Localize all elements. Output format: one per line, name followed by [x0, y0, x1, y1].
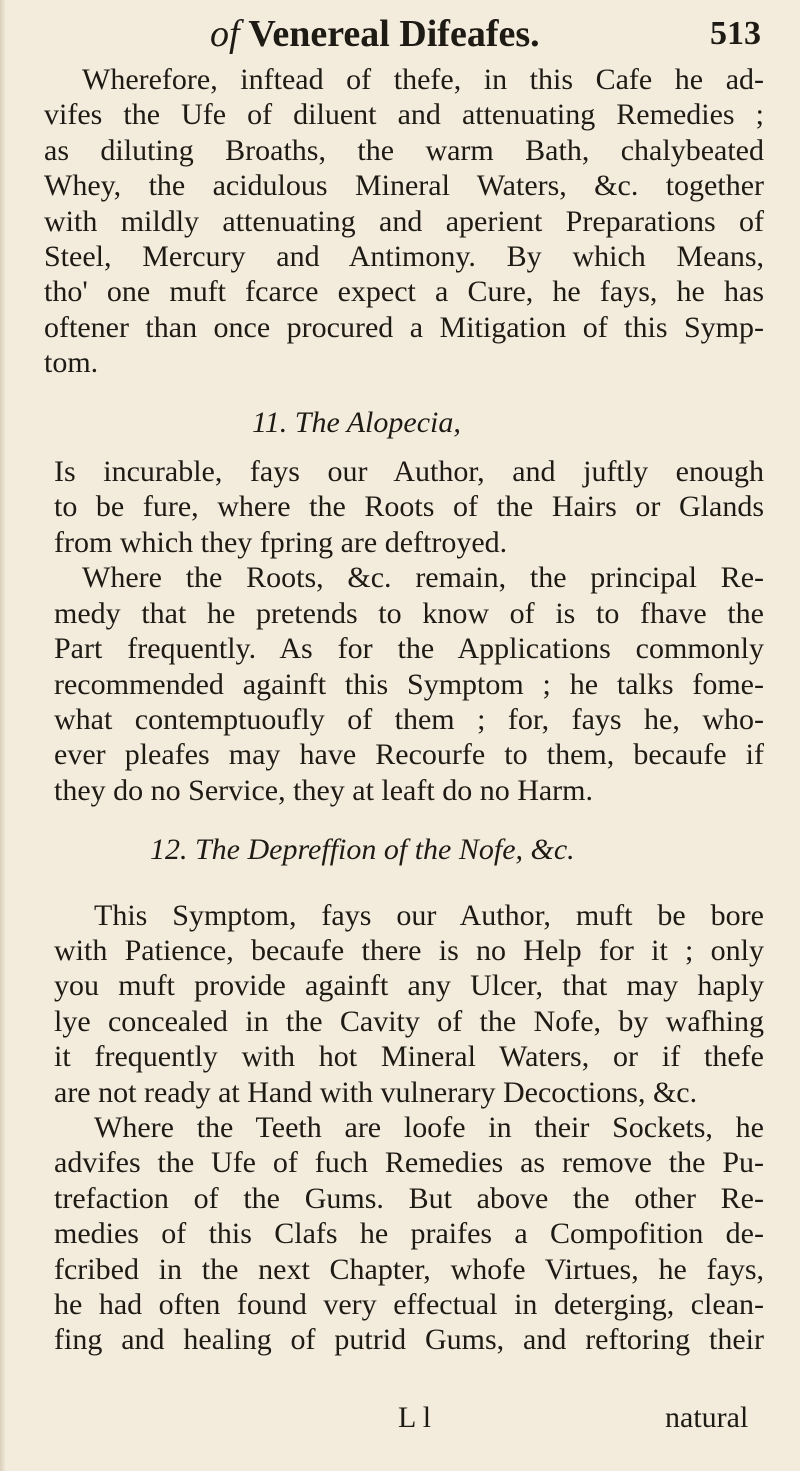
text-line: lye concealed in the Cavity of the Nofe, by wafhing [54, 1004, 764, 1038]
page-number: 513 [710, 15, 761, 52]
text-line: with Patience, becaufe there is no Help for it ; only [54, 933, 764, 967]
spacer [44, 868, 764, 898]
text-line: ever pleafes may have Recourfe to them, becaufe if [54, 738, 764, 772]
spacer [44, 381, 764, 405]
text-line: he had often found very effectual in deterging, clean- [54, 1288, 764, 1321]
text-line: vifes the Ufe of diluent and attenuating Remedies ; [44, 98, 764, 132]
text-line: recommended againft this Symptom ; he talks fome- [54, 667, 764, 701]
text-line: Steel, Mercury and Antimony. By which Means, [44, 240, 764, 274]
text-line: Where the Roots, &c. remain, the principal Re- [82, 561, 764, 595]
text-line: with mildly attenuating and aperient Preparations of [44, 204, 764, 238]
text-line: Whey, the acidulous Mineral Waters, &c. together [44, 169, 764, 203]
text-line: as diluting Broaths, the warm Bath, chalybeated [44, 133, 764, 167]
text-line: tho' one muft fcarce expect a Cure, he fays, he has [44, 275, 764, 309]
paragraph [44, 898, 764, 1110]
text-line: Part frequently. As for the Applications commonly [54, 632, 764, 666]
text-line: fing and healing of putrid Gums, and reftoring their [54, 1323, 764, 1357]
text-line: are not ready at Hand with vulnerary Decoctions, &c. [54, 1075, 698, 1109]
text-line: they do no Service, they at leaft do no Harm. [54, 773, 594, 807]
body-text [44, 62, 764, 1358]
text-line: This Symptom, fays our Author, muft be bore [94, 898, 764, 932]
section-heading-11: 11. The Alopecia, [252, 405, 461, 439]
text-line: to be fure, where the Roots of the Hairs or Glands [54, 490, 764, 524]
paragraph [44, 1110, 764, 1358]
text-line: fcribed in the next Chapter, whofe Virtues, he fays, [54, 1252, 764, 1286]
text-line: advifes the Ufe of fuch Remedies as remove the Pu- [54, 1146, 764, 1180]
text-line: tom. [44, 346, 99, 380]
spacer [44, 808, 764, 832]
text-line: Wherefore, inftead of thefe, in this Cafe he ad- [82, 63, 764, 96]
text-line: what contemptuoufly of them ; for, fays he, who- [54, 702, 764, 736]
catchword: natural [665, 1401, 749, 1434]
paragraph [44, 560, 764, 808]
text-line: from which they fpring are deftroyed. [54, 525, 508, 559]
spacer [44, 440, 764, 454]
paragraph [44, 454, 764, 560]
text-line: it frequently with hot Mineral Waters, or if thefe [54, 1040, 764, 1074]
paragraph [44, 62, 764, 381]
text-line: Where the Teeth are loofe in their Sockets, he [94, 1110, 764, 1144]
section-heading-12: 12. The Depreffion of the Nofe, &c. [150, 833, 575, 867]
running-title: of Venereal Difeafes. [210, 13, 540, 55]
text-line: medies of this Clafs he praifes a Compofition de- [54, 1217, 764, 1251]
text-line: trefaction of the Gums. But above the other Re- [54, 1181, 764, 1215]
text-line: you muft provide againft any Ulcer, that may haply [54, 969, 764, 1003]
binding-shadow [0, 0, 6, 1471]
signature-mark: L l [398, 1401, 432, 1434]
text-line: oftener than once procured a Mitigation of this Symp- [44, 310, 764, 344]
text-line: medy that he pretends to know of is to fhave the [54, 596, 764, 630]
text-line: Is incurable, fays our Author, and juftly enough [54, 455, 764, 489]
